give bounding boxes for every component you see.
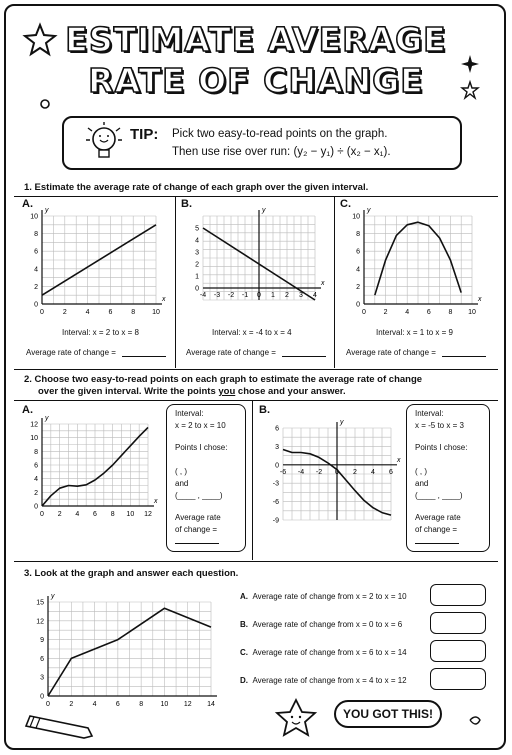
y-tick-label: 6 (34, 248, 38, 256)
graph-1c-interval: Interval: x = 1 to x = 9 (376, 328, 453, 337)
section2-instruction-line-2: over the given interval. Write the points you chose and your answer. (38, 386, 346, 397)
x-tick-label: 3 (299, 292, 303, 299)
y-tick-label: 0 (40, 693, 44, 701)
x-axis-label: x (478, 296, 482, 303)
graph-1a-interval: Interval: x = 2 to x = 8 (62, 328, 139, 337)
x-axis-label: x (154, 498, 158, 505)
y-tick-label: -6 (272, 499, 279, 507)
y-tick-label: -9 (272, 517, 279, 525)
x-tick-label: -2 (315, 468, 323, 476)
graph-1b-answer-label: Average rate of change = (186, 348, 276, 357)
x-tick-label: 8 (110, 511, 115, 518)
x-tick-label: 14 (207, 701, 215, 708)
x-tick-label: 4 (92, 701, 97, 708)
x-tick-label: 2 (285, 292, 289, 299)
x-tick-label: 0 (362, 309, 366, 316)
graph-2a (30, 415, 158, 518)
tip-label: TIP: (130, 126, 159, 143)
x-tick-label: 8 (448, 309, 453, 316)
graph-2a-answer-box[interactable]: Interval: x = 2 to x = 10 Points I chose: ( , ) and (____ , ____) Average rate of change = (166, 404, 246, 552)
y-tick-label: 2 (356, 283, 360, 291)
section2-instruction-line-1: 2. Choose two easy-to-read points on each graph to estimate the average rate of change (24, 374, 423, 385)
graph-1c-answer-label: Average rate of change = (346, 348, 436, 357)
x-tick-label: 12 (183, 701, 192, 708)
question-c: C. Average rate of change from x = 6 to x = 14 (240, 648, 407, 657)
graph-3 (36, 593, 217, 708)
x-tick-label: 0 (40, 309, 44, 316)
x-tick-label: 2 (57, 511, 62, 518)
x-tick-label: 4 (85, 309, 90, 316)
graph-2b-answer-box[interactable]: Interval: x = -5 to x = 3 Points I chose: ( , ) and (____ , ____) Average rate of change = (406, 404, 490, 552)
y-tick-label: 3 (275, 443, 279, 451)
x-tick-label: -2 (227, 292, 235, 299)
x-tick-label: 2 (69, 701, 74, 708)
x-tick-label: 0 (46, 701, 50, 708)
title-line-1: ESTIMATE AVERAGE (65, 20, 447, 59)
y-axis-label: y (45, 415, 49, 422)
y-tick-label: 6 (356, 248, 360, 256)
y-tick-label: 2 (195, 261, 199, 269)
y-tick-label: 4 (34, 266, 38, 274)
graph-1c (352, 207, 482, 316)
y-tick-label: 10 (352, 213, 360, 221)
x-tick-label: 6 (115, 701, 120, 708)
x-tick-label: 6 (108, 309, 113, 316)
y-tick-label: 3 (40, 674, 44, 682)
graph-1a (30, 207, 166, 316)
graph-1c-letter: C. (340, 198, 351, 210)
graph-2b (273, 419, 401, 525)
x-tick-label: 12 (144, 511, 152, 518)
graph-1b (195, 207, 325, 300)
y-tick-label: 0 (275, 462, 279, 470)
graph-2b-letter: B. (259, 404, 270, 416)
y-tick-label: 0 (34, 503, 38, 511)
x-tick-label: 10 (126, 511, 135, 518)
graph-1a-letter: A. (22, 198, 33, 210)
question-b: B. Average rate of change from x = 0 to x = 6 (240, 620, 403, 629)
y-tick-label: 10 (30, 435, 38, 443)
y-axis-label: y (262, 207, 266, 214)
x-tick-label: 6 (426, 309, 431, 316)
y-tick-label: 5 (195, 225, 199, 233)
y-tick-label: 12 (36, 618, 44, 626)
x-tick-label: -3 (213, 292, 221, 299)
x-tick-label: 2 (383, 309, 388, 316)
x-tick-label: 0 (335, 468, 339, 476)
x-tick-label: 6 (93, 511, 97, 518)
x-tick-label: 10 (152, 309, 160, 316)
x-tick-label: 4 (405, 309, 410, 316)
y-tick-label: 10 (30, 213, 38, 221)
x-tick-label: 10 (160, 701, 169, 708)
y-tick-label: 4 (356, 266, 360, 274)
graph-1b-letter: B. (181, 198, 192, 210)
x-tick-label: 0 (40, 511, 44, 518)
x-tick-label: 4 (75, 511, 80, 518)
x-tick-label: -1 (241, 292, 249, 299)
encouragement-bubble: YOU GOT THIS! (334, 700, 442, 728)
section1-instruction: 1. Estimate the average rate of change of each graph over the given interval. (24, 182, 369, 193)
y-tick-label: 0 (34, 301, 38, 309)
y-tick-label: 12 (30, 421, 38, 429)
y-tick-label: 4 (34, 476, 38, 484)
y-tick-label: 6 (40, 655, 44, 663)
tip-line-1: Pick two easy-to-read points on the graph. (172, 128, 388, 140)
y-axis-label: y (367, 207, 371, 214)
x-tick-label: 6 (389, 468, 393, 476)
y-tick-label: 6 (34, 462, 38, 470)
y-tick-label: 0 (195, 285, 199, 293)
y-tick-label: 4 (195, 237, 199, 245)
x-tick-label: 4 (371, 468, 375, 476)
y-tick-label: 8 (34, 448, 38, 456)
x-axis-label: x (321, 280, 325, 287)
y-tick-label: 2 (34, 489, 38, 497)
y-tick-label: 3 (195, 249, 199, 257)
y-axis-label: y (51, 593, 55, 600)
tip-line-2: Then use rise over run: (y₂ − y₁) ÷ (x₂ − x₁). (172, 146, 391, 158)
x-tick-label: 1 (271, 292, 275, 299)
y-tick-label: 0 (356, 301, 360, 309)
x-tick-label: 2 (353, 468, 357, 476)
y-tick-label: 2 (34, 283, 38, 291)
x-tick-label: -4 (199, 292, 207, 299)
graph-1a-answer-label: Average rate of change = (26, 348, 116, 357)
x-axis-label: x (397, 456, 401, 464)
y-tick-label: -3 (272, 480, 279, 488)
x-tick-label: 4 (313, 292, 317, 299)
x-tick-label: -4 (297, 468, 305, 476)
y-tick-label: 15 (36, 599, 44, 607)
graph-2a-letter: A. (22, 404, 33, 416)
y-axis-label: y (340, 419, 344, 426)
section3-instruction: 3. Look at the graph and answer each question. (24, 568, 239, 579)
x-tick-label: -6 (279, 468, 287, 476)
y-tick-label: 6 (275, 425, 279, 433)
x-axis-label: x (162, 296, 166, 303)
y-tick-label: 1 (195, 273, 199, 281)
y-tick-label: 9 (40, 637, 44, 645)
x-tick-label: 2 (62, 309, 67, 316)
x-tick-label: 8 (131, 309, 136, 316)
y-axis-label: y (45, 207, 49, 214)
x-tick-label: 0 (257, 292, 261, 299)
x-tick-label: 10 (468, 309, 476, 316)
y-tick-label: 8 (356, 231, 360, 239)
question-a: A. Average rate of change from x = 2 to x = 10 (240, 592, 407, 601)
y-tick-label: 8 (34, 231, 38, 239)
title-line-2: RATE OF CHANGE (88, 61, 424, 100)
x-tick-label: 8 (139, 701, 144, 708)
question-d: D. Average rate of change from x = 4 to x = 12 (240, 676, 407, 685)
graph-1b-interval: Interval: x = -4 to x = 4 (212, 328, 292, 337)
